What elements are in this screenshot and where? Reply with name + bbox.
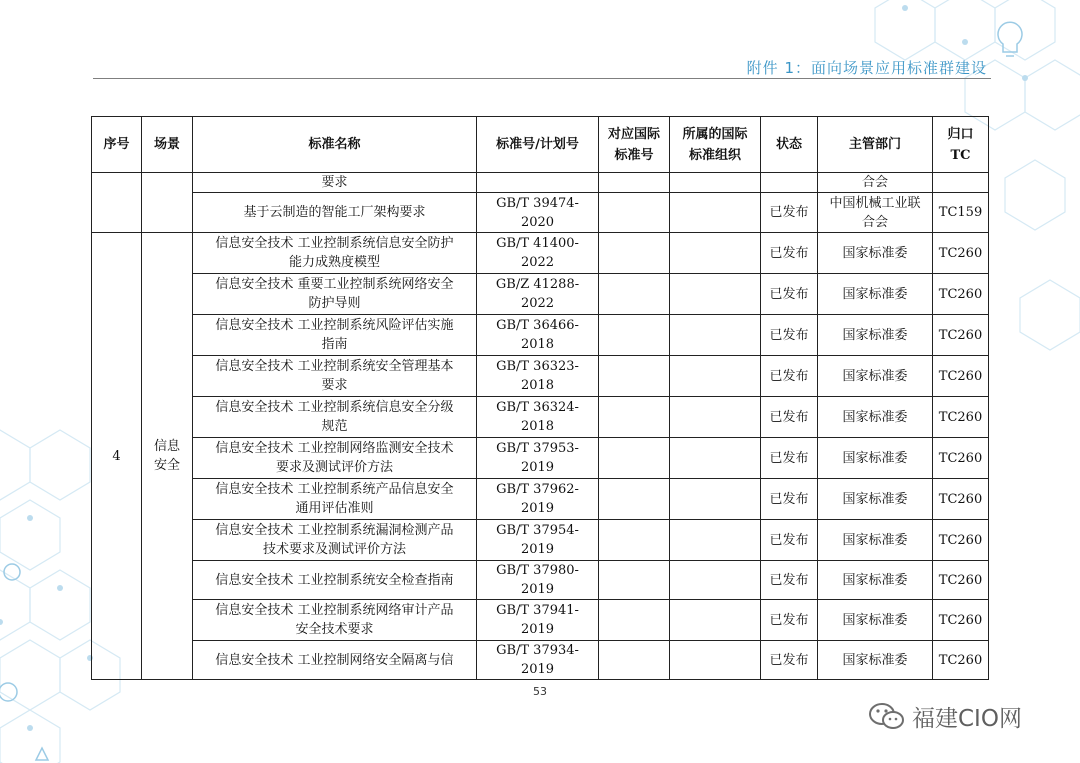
standard-number-cell: GB/T 39474-2020 bbox=[477, 193, 599, 233]
standards-table bbox=[91, 116, 989, 680]
intl-org-cell bbox=[670, 274, 761, 315]
department-cell: 国家标准委 bbox=[818, 274, 933, 315]
intl-number-cell bbox=[599, 315, 670, 356]
department-cell: 国家标准委 bbox=[818, 315, 933, 356]
intl-org-cell bbox=[670, 641, 761, 680]
intl-number-cell bbox=[599, 561, 670, 600]
status-cell: 已发布 bbox=[761, 520, 818, 561]
header-title: 附件 1：面向场景应用标准群建设 bbox=[746, 59, 987, 77]
intl-number-cell bbox=[599, 274, 670, 315]
tc-cell: TC260 bbox=[933, 315, 989, 356]
header-row bbox=[92, 117, 989, 173]
standard-number-cell: GB/T 37962-2019 bbox=[477, 479, 599, 520]
standard-name-cell: 信息安全技术 工业控制系统信息安全分级 规范 bbox=[193, 397, 477, 438]
department-cell: 国家标准委 bbox=[818, 438, 933, 479]
tc-cell: TC260 bbox=[933, 274, 989, 315]
table-row bbox=[92, 315, 989, 356]
table-row bbox=[92, 274, 989, 315]
table-row bbox=[92, 173, 989, 193]
table-header bbox=[92, 117, 989, 173]
seq-cell bbox=[92, 173, 142, 233]
intl-org-cell bbox=[670, 600, 761, 641]
intl-number-cell bbox=[599, 641, 670, 680]
intl-org-cell bbox=[670, 561, 761, 600]
col-scene-header: 场景 bbox=[142, 117, 193, 173]
status-cell: 已发布 bbox=[761, 561, 818, 600]
tc-cell: TC260 bbox=[933, 356, 989, 397]
col-standard-name-header: 标准名称 bbox=[193, 117, 477, 173]
tc-cell: TC260 bbox=[933, 397, 989, 438]
intl-org-cell bbox=[670, 397, 761, 438]
col-seq-header: 序号 bbox=[92, 117, 142, 173]
watermark-text: 福建CIO网 bbox=[912, 706, 1022, 732]
intl-number-cell bbox=[599, 520, 670, 561]
standard-number-cell: GB/Z 41288-2022 bbox=[477, 274, 599, 315]
status-cell: 已发布 bbox=[761, 438, 818, 479]
department-cell: 国家标准委 bbox=[818, 233, 933, 274]
header-divider bbox=[93, 78, 991, 79]
intl-org-cell bbox=[670, 173, 761, 193]
intl-number-cell bbox=[599, 600, 670, 641]
standard-name-cell: 信息安全技术 工业控制系统网络审计产品 安全技术要求 bbox=[193, 600, 477, 641]
intl-org-cell bbox=[670, 233, 761, 274]
status-cell: 已发布 bbox=[761, 479, 818, 520]
standard-name-cell: 信息安全技术 工业控制网络监测安全技术 要求及测试评价方法 bbox=[193, 438, 477, 479]
seq-cell: 4 bbox=[92, 233, 142, 680]
department-cell: 国家标准委 bbox=[818, 641, 933, 680]
tc-cell: TC260 bbox=[933, 233, 989, 274]
standard-number-cell: GB/T 37954-2019 bbox=[477, 520, 599, 561]
department-cell: 国家标准委 bbox=[818, 561, 933, 600]
standard-name-cell: 信息安全技术 工业控制系统安全管理基本 要求 bbox=[193, 356, 477, 397]
scene-cell: 信息 安全 bbox=[142, 233, 193, 680]
standard-number-cell: GB/T 37941-2019 bbox=[477, 600, 599, 641]
wechat-icon bbox=[868, 702, 906, 732]
table-body bbox=[92, 173, 989, 680]
standard-number-cell: GB/T 36466-2018 bbox=[477, 315, 599, 356]
intl-number-cell bbox=[599, 356, 670, 397]
standard-number-cell: GB/T 41400-2022 bbox=[477, 233, 599, 274]
status-cell: 已发布 bbox=[761, 193, 818, 233]
status-cell: 已发布 bbox=[761, 356, 818, 397]
standard-name-cell: 要求 bbox=[193, 173, 477, 193]
intl-number-cell bbox=[599, 233, 670, 274]
col-intl-number-header: 对应国际 标准号 bbox=[599, 117, 670, 173]
department-cell: 国家标准委 bbox=[818, 397, 933, 438]
scene-cell bbox=[142, 173, 193, 233]
intl-number-cell bbox=[599, 173, 670, 193]
status-cell: 已发布 bbox=[761, 233, 818, 274]
table-row bbox=[92, 438, 989, 479]
department-cell: 中国机械工业联 合会 bbox=[818, 193, 933, 233]
intl-number-cell bbox=[599, 438, 670, 479]
tc-cell: TC260 bbox=[933, 520, 989, 561]
department-cell: 合会 bbox=[818, 173, 933, 193]
intl-org-cell bbox=[670, 356, 761, 397]
standard-number-cell: GB/T 36324-2018 bbox=[477, 397, 599, 438]
col-status-header: 状态 bbox=[761, 117, 818, 173]
status-cell bbox=[761, 173, 818, 193]
watermark bbox=[868, 700, 1022, 733]
status-cell: 已发布 bbox=[761, 397, 818, 438]
intl-org-cell bbox=[670, 193, 761, 233]
department-cell: 国家标准委 bbox=[818, 479, 933, 520]
department-cell: 国家标准委 bbox=[818, 600, 933, 641]
status-cell: 已发布 bbox=[761, 600, 818, 641]
tc-cell: TC159 bbox=[933, 193, 989, 233]
table-row bbox=[92, 479, 989, 520]
table-row bbox=[92, 397, 989, 438]
standard-number-cell bbox=[477, 173, 599, 193]
standard-name-cell: 信息安全技术 工业控制系统信息安全防护 能力成熟度模型 bbox=[193, 233, 477, 274]
tc-cell: TC260 bbox=[933, 438, 989, 479]
intl-number-cell bbox=[599, 479, 670, 520]
tc-cell: TC260 bbox=[933, 561, 989, 600]
page-number: 53 bbox=[533, 685, 547, 698]
standard-number-cell: GB/T 36323-2018 bbox=[477, 356, 599, 397]
standard-name-cell: 信息安全技术 工业控制系统风险评估实施 指南 bbox=[193, 315, 477, 356]
table-row bbox=[92, 600, 989, 641]
standard-name-cell: 信息安全技术 工业控制系统产品信息安全 通用评估准则 bbox=[193, 479, 477, 520]
table-row bbox=[92, 233, 989, 274]
table-row bbox=[92, 520, 989, 561]
col-standard-number-header: 标准号/计划号 bbox=[477, 117, 599, 173]
department-cell: 国家标准委 bbox=[818, 356, 933, 397]
standard-name-cell: 信息安全技术 工业控制网络安全隔离与信 bbox=[193, 641, 477, 680]
col-tc-header: 归口 TC bbox=[933, 117, 989, 173]
intl-number-cell bbox=[599, 193, 670, 233]
tc-cell bbox=[933, 173, 989, 193]
tc-cell: TC260 bbox=[933, 479, 989, 520]
col-intl-org-header: 所属的国际 标准组织 bbox=[670, 117, 761, 173]
status-cell: 已发布 bbox=[761, 315, 818, 356]
standard-name-cell: 信息安全技术 工业控制系统漏洞检测产品 技术要求及测试评价方法 bbox=[193, 520, 477, 561]
department-cell: 国家标准委 bbox=[818, 520, 933, 561]
tc-cell: TC260 bbox=[933, 641, 989, 680]
standard-number-cell: GB/T 37934-2019 bbox=[477, 641, 599, 680]
tc-cell: TC260 bbox=[933, 600, 989, 641]
standard-name-cell: 基于云制造的智能工厂架构要求 bbox=[193, 193, 477, 233]
standard-number-cell: GB/T 37980-2019 bbox=[477, 561, 599, 600]
table-row bbox=[92, 641, 989, 680]
standard-number-cell: GB/T 37953-2019 bbox=[477, 438, 599, 479]
intl-org-cell bbox=[670, 315, 761, 356]
table-row bbox=[92, 356, 989, 397]
intl-number-cell bbox=[599, 397, 670, 438]
table-row bbox=[92, 193, 989, 233]
intl-org-cell bbox=[670, 479, 761, 520]
standard-name-cell: 信息安全技术 重要工业控制系统网络安全 防护导则 bbox=[193, 274, 477, 315]
status-cell: 已发布 bbox=[761, 641, 818, 680]
standard-name-cell: 信息安全技术 工业控制系统安全检查指南 bbox=[193, 561, 477, 600]
status-cell: 已发布 bbox=[761, 274, 818, 315]
intl-org-cell bbox=[670, 438, 761, 479]
intl-org-cell bbox=[670, 520, 761, 561]
table-row bbox=[92, 561, 989, 600]
col-department-header: 主管部门 bbox=[818, 117, 933, 173]
